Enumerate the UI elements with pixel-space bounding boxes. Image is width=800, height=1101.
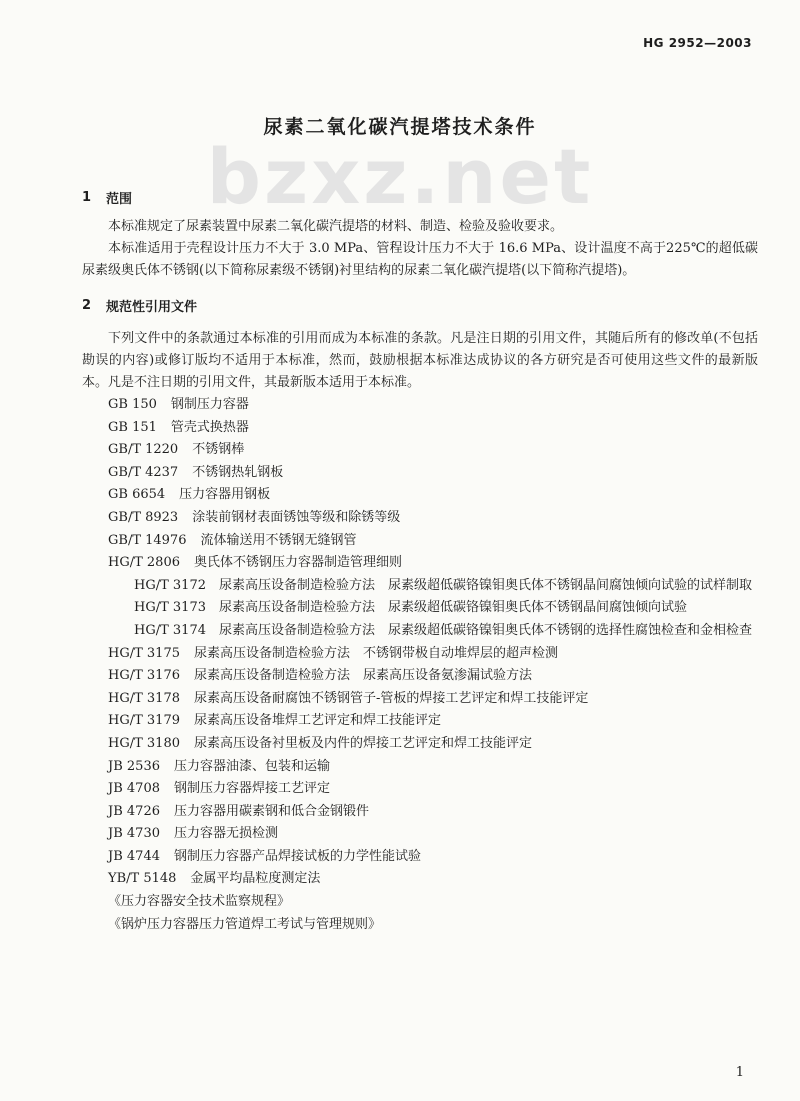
section-heading (82, 186, 758, 208)
reference-code: JB 4726 (108, 803, 160, 819)
reference-code: GB 6654 (108, 487, 166, 503)
paragraph: 本标准适用于壳程设计压力不大于 3.0 MPa、管程设计压力不大于 16.6 MPa、设计温度不高于225℃的超低碳尿素级奥氏体不锈钢(以下简称尿素级不锈钢)衬里结构的尿素二氧化碳汽提塔(以下简称汽提塔)。 (82, 241, 758, 278)
reference-item (82, 439, 758, 462)
reference-code: GB/T 1220 (108, 442, 179, 458)
reference-title: 不锈钢热轧钢板 (192, 464, 284, 480)
reference-code: GB/T 8923 (108, 509, 179, 525)
reference-title: 尿素高压设备制造检验方法 不锈钢带极自动堆焊层的超声检测 (194, 645, 559, 661)
reference-item (82, 823, 758, 846)
reference-title: 《压力容器安全技术监察规程》 (108, 894, 291, 910)
reference-title: 压力容器用碳素钢和低合金钢锻件 (173, 803, 369, 819)
reference-item (82, 484, 758, 507)
reference-title: 压力容器无损检测 (173, 826, 278, 842)
reference-title: 尿素高压设备堆焊工艺评定和焊工技能评定 (194, 713, 442, 729)
reference-title: 压力容器油漆、包装和运输 (173, 758, 330, 774)
reference-item (82, 733, 758, 756)
reference-item (82, 914, 758, 937)
paragraph: 下列文件中的条款通过本标准的引用而成为本标准的条款。凡是注日期的引用文件，其随后所有的修改单(不包括勘误的内容)或修订版均不适用于本标准，然而，鼓励根据本标准达成协议的各方研究是否可使用这些文件的最新版本。凡是不注日期的引用文件，其最新版本适用于本标准。 (82, 331, 758, 390)
reference-code: JB 4708 (108, 781, 160, 797)
reference-code: YB/T 5148 (108, 871, 177, 887)
reference-title: 《锅炉压力容器压力管道焊工考试与管理规则》 (108, 916, 382, 932)
reference-code: GB/T 4237 (108, 464, 179, 480)
reference-title: 尿素高压设备制造检验方法 尿素级超低碳铬镍钼奥氏体不锈钢晶间腐蚀倾向试验 (219, 600, 688, 616)
section-heading (82, 294, 758, 316)
reference-code: JB 4744 (108, 848, 160, 864)
reference-item (82, 552, 758, 575)
reference-item (82, 462, 758, 485)
reference-item (82, 665, 758, 688)
reference-title: 金属平均晶粒度测定法 (190, 871, 321, 887)
reference-item (82, 575, 758, 598)
reference-code: GB 150 (108, 397, 157, 412)
reference-title: 尿素高压设备耐腐蚀不锈钢管子-管板的焊接工艺评定和焊工技能评定 (194, 690, 589, 706)
document-title: 尿素二氧化碳汽提塔技术条件 (263, 116, 537, 138)
reference-code: GB 151 (108, 419, 157, 435)
reference-title: 流体输送用不锈钢无缝钢管 (200, 532, 357, 548)
reference-code: HG/T 2806 (108, 555, 180, 571)
reference-title: 不锈钢棒 (192, 442, 245, 458)
reference-title: 涂装前钢材表面锈蚀等级和除锈等级 (192, 509, 401, 525)
reference-item (82, 620, 758, 643)
reference-item (82, 868, 758, 891)
reference-item (82, 778, 758, 801)
reference-code: HG/T 3176 (108, 668, 180, 684)
reference-code: HG/T 3179 (108, 713, 180, 729)
reference-code: HG/T 3172 (134, 577, 206, 593)
reference-list (82, 394, 758, 936)
reference-code: JB 2536 (108, 758, 160, 774)
page-number: 1 (735, 1065, 744, 1080)
reference-item (82, 597, 758, 620)
section-title: 规范性引用文件 (106, 299, 198, 315)
reference-item (82, 507, 758, 530)
reference-code: GB/T 14976 (108, 532, 187, 548)
reference-code: HG/T 3173 (134, 600, 206, 616)
reference-item (82, 530, 758, 553)
reference-title: 压力容器用钢板 (179, 487, 271, 503)
standard-code: HG 2952—2003 (643, 36, 752, 50)
paragraph: 本标准规定了尿素装置中尿素二氧化碳汽提塔的材料、制造、检验及验收要求。 (108, 219, 564, 234)
reference-code: HG/T 3178 (108, 690, 180, 706)
reference-title: 尿素高压设备制造检验方法 尿素级超低碳铬镍钼奥氏体不锈钢的选择性腐蚀检查和金相检查 (219, 622, 753, 638)
section-number: 2 (82, 297, 92, 313)
reference-code: HG/T 3174 (134, 622, 206, 638)
reference-title: 钢制压力容器产品焊接试板的力学性能试验 (173, 848, 421, 864)
reference-title: 尿素高压设备衬里板及内件的焊接工艺评定和焊工技能评定 (194, 735, 533, 751)
section-number: 1 (82, 189, 92, 205)
reference-title: 钢制压力容器 (170, 397, 249, 412)
reference-title: 钢制压力容器焊接工艺评定 (173, 781, 330, 797)
section-title: 范围 (106, 191, 133, 207)
reference-code: JB 4730 (108, 826, 160, 842)
document-body (82, 186, 758, 936)
reference-item (82, 394, 758, 417)
reference-title: 奥氏体不锈钢压力容器制造管理细则 (194, 555, 403, 571)
reference-item (82, 756, 758, 779)
reference-item (82, 688, 758, 711)
reference-code: HG/T 3175 (108, 645, 180, 661)
reference-item (82, 643, 758, 666)
reference-item (82, 801, 758, 824)
reference-item (82, 417, 758, 440)
watermark: bzxz.net (206, 132, 594, 221)
reference-title: 尿素高压设备制造检验方法 尿素级超低碳铬镍钼奥氏体不锈钢晶间腐蚀倾向试验的试样制取 (219, 577, 753, 593)
reference-item (82, 710, 758, 733)
reference-title: 尿素高压设备制造检验方法 尿素高压设备氨渗漏试验方法 (194, 668, 533, 684)
reference-item (82, 891, 758, 914)
reference-code: HG/T 3180 (108, 735, 180, 751)
reference-title: 管壳式换热器 (170, 419, 249, 435)
reference-item (82, 846, 758, 869)
